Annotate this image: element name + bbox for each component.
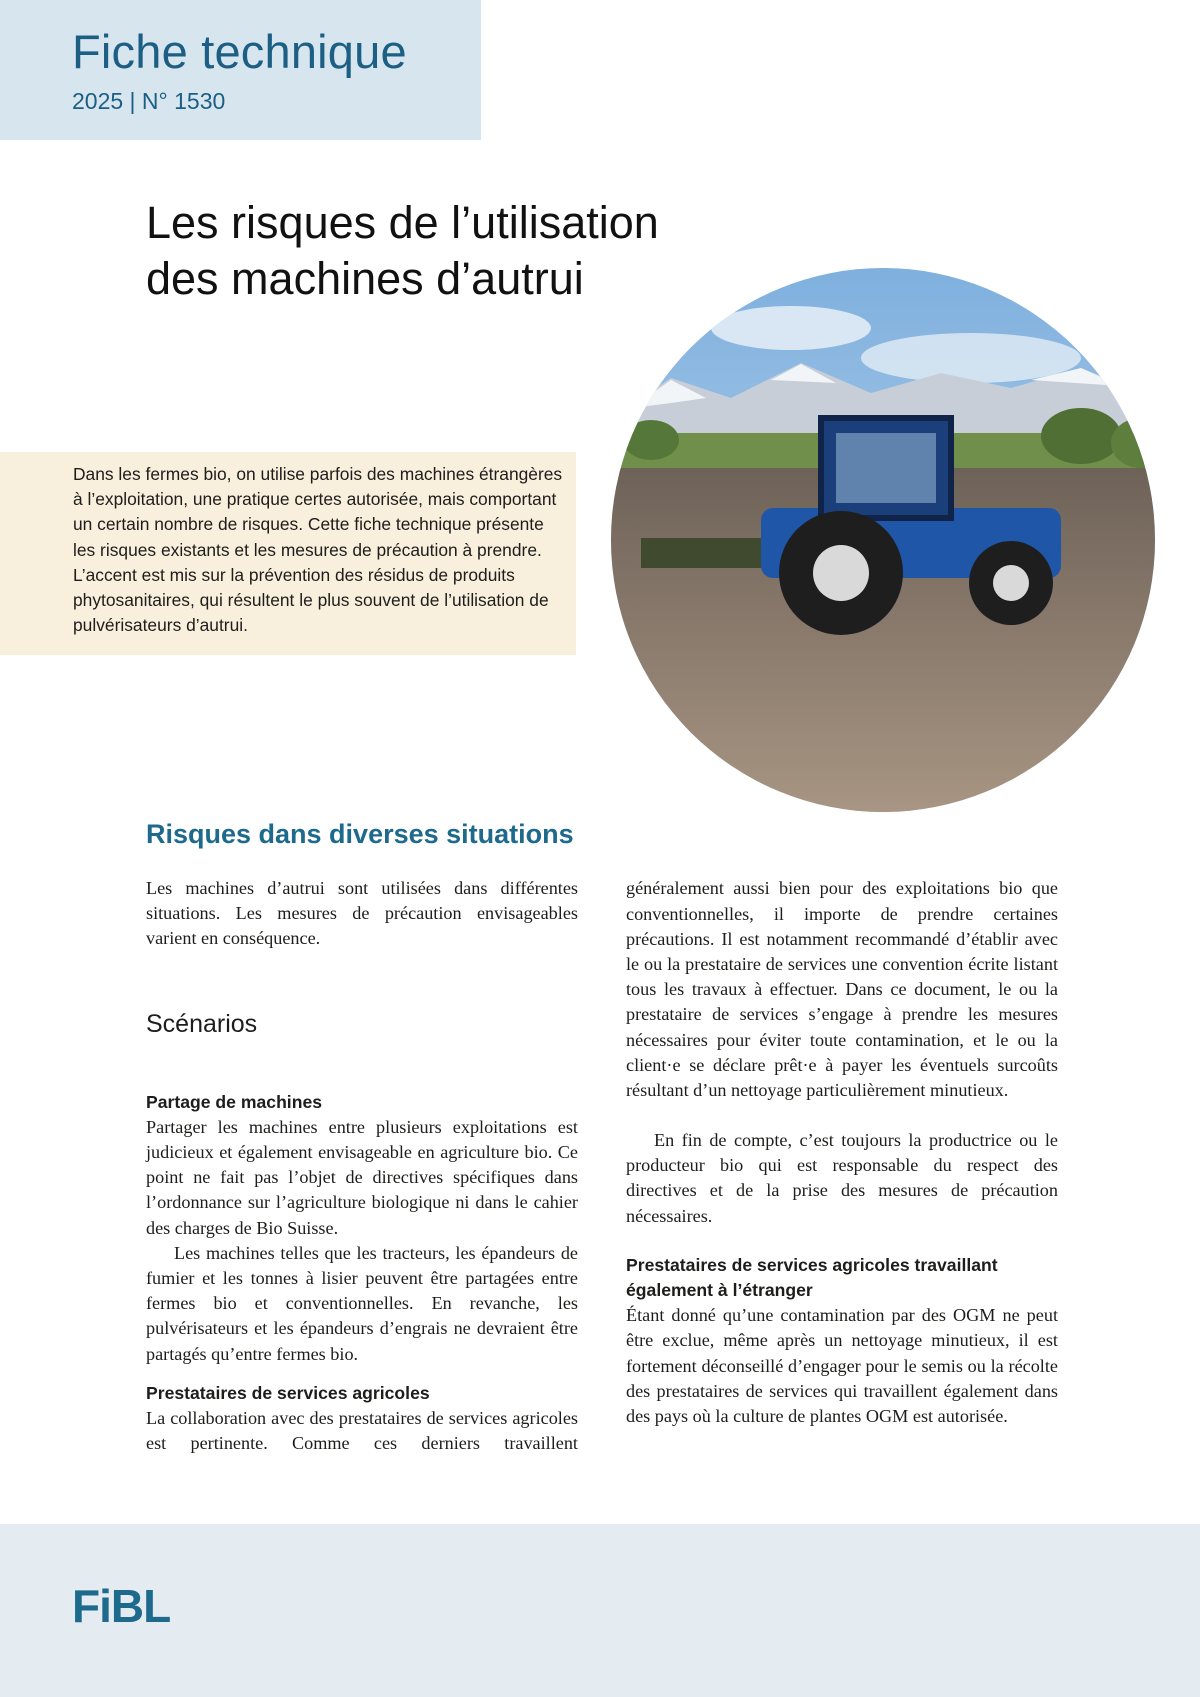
scenarios-heading: Scénarios [146,1009,258,1038]
footer [0,1524,1200,1697]
page-title [146,195,766,307]
etranger-heading: Prestataires de services agricoles travaillant également à l’étranger [626,1254,998,1301]
rear-rim [813,545,869,601]
doc-type: Fiche technique [72,25,407,78]
partage-paragraph-1: Partager les machines entre plusieurs exploitations est judicieux et également envisageable en agriculture bio. Ce point ne fait pas l’objet de directives spécifiques dans l’ordonnance sur l’agriculture biologique ni dans le cahier des charges de Bio Suisse. [146,1116,578,1238]
tractor-photo [611,268,1155,812]
partage-paragraph-2: Les machines telles que les tracteurs, les épandeurs de fumier et les tonnes à lisier peuvent être partagées entre fermes bio et conventionnelles. En revanche, les pulvérisateurs et les épandeurs d’engrais ne devraient être partagés qu’entre fermes bio. [146,1242,578,1364]
tree [1041,408,1121,464]
doc-issue-number: 2025 | N° 1530 [72,88,226,114]
etranger-paragraph: Étant donné qu’une contamination par des OGM ne peut être exclue, même après un nettoyage minutieux, il est fortement déconseillé d’engager pour le semis ou la récolte des prestataires de services qui travaillent également dans des pays où la culture de plantes OGM est autorisée. [626,1305,1058,1427]
section-heading: Risques dans diverses situations [146,819,574,849]
prestataires-paragraph-1: La collaboration avec des prestataires de services agricoles est pertinente. Comme ces derniers travaillent [146,1408,578,1454]
prestataires-heading: Prestataires de services agricoles [146,1382,430,1403]
page-title-line-2: des machines d’autrui [146,253,584,304]
section-lead: Les machines d’autrui sont utilisées dans différentes situations. Les mesures de précaution envisageables varient en conséquence. [146,878,578,949]
tractor-illustration [611,268,1155,812]
intro-text: Dans les fermes bio, on utilise parfois des machines étrangères à l’exploitation, une pratique certes autorisée, mais comportant un certain nombre de risques. Cette fiche technique présente les risques existants et les mesures de précaution à prendre. L’accent est mis sur la prévention des résidus de produits phytosanitaires, qui résultent le plus souvent de l’utilisation de pulvérisateurs d’autrui. [73,464,563,636]
text-column-left [146,876,578,1456]
page-title-line-1: Les risques de l’utilisation [146,197,659,248]
prestataires-paragraph-1-start [146,1406,578,1456]
prestataires-paragraph-1-continued [626,876,1058,1128]
text-column-right [626,876,1058,1429]
front-rim [993,565,1029,601]
cloud [711,306,871,350]
prestataires-paragraph-2: En fin de compte, c’est toujours la productrice ou le producteur bio qui est responsable du respect des directives et de la prise des mesures de précaution nécessaires. [626,1130,1058,1226]
partage-heading: Partage de machines [146,1091,323,1112]
fibl-logo: FiBL [72,1580,171,1632]
cloud [861,333,1081,383]
tree [623,420,679,460]
cab-window [836,433,936,503]
prestataires-paragraph-1-cont: généralement aussi bien pour des exploitations bio que conventionnelles, il importe de prendre certaines précautions. Il est notamment recommandé d’établir avec le ou la prestataire de services une convention écrite listant tous les travaux à effectuer. Dans ce document, le ou la prestataire de services s’engage à prendre les mesures nécessaires pour éviter toute contamination, et le ou la client·e se déclare prêt·e à payer les éventuels surcoûts résultant d’un nettoyage particulièrement minutieux. [626,878,1058,1101]
